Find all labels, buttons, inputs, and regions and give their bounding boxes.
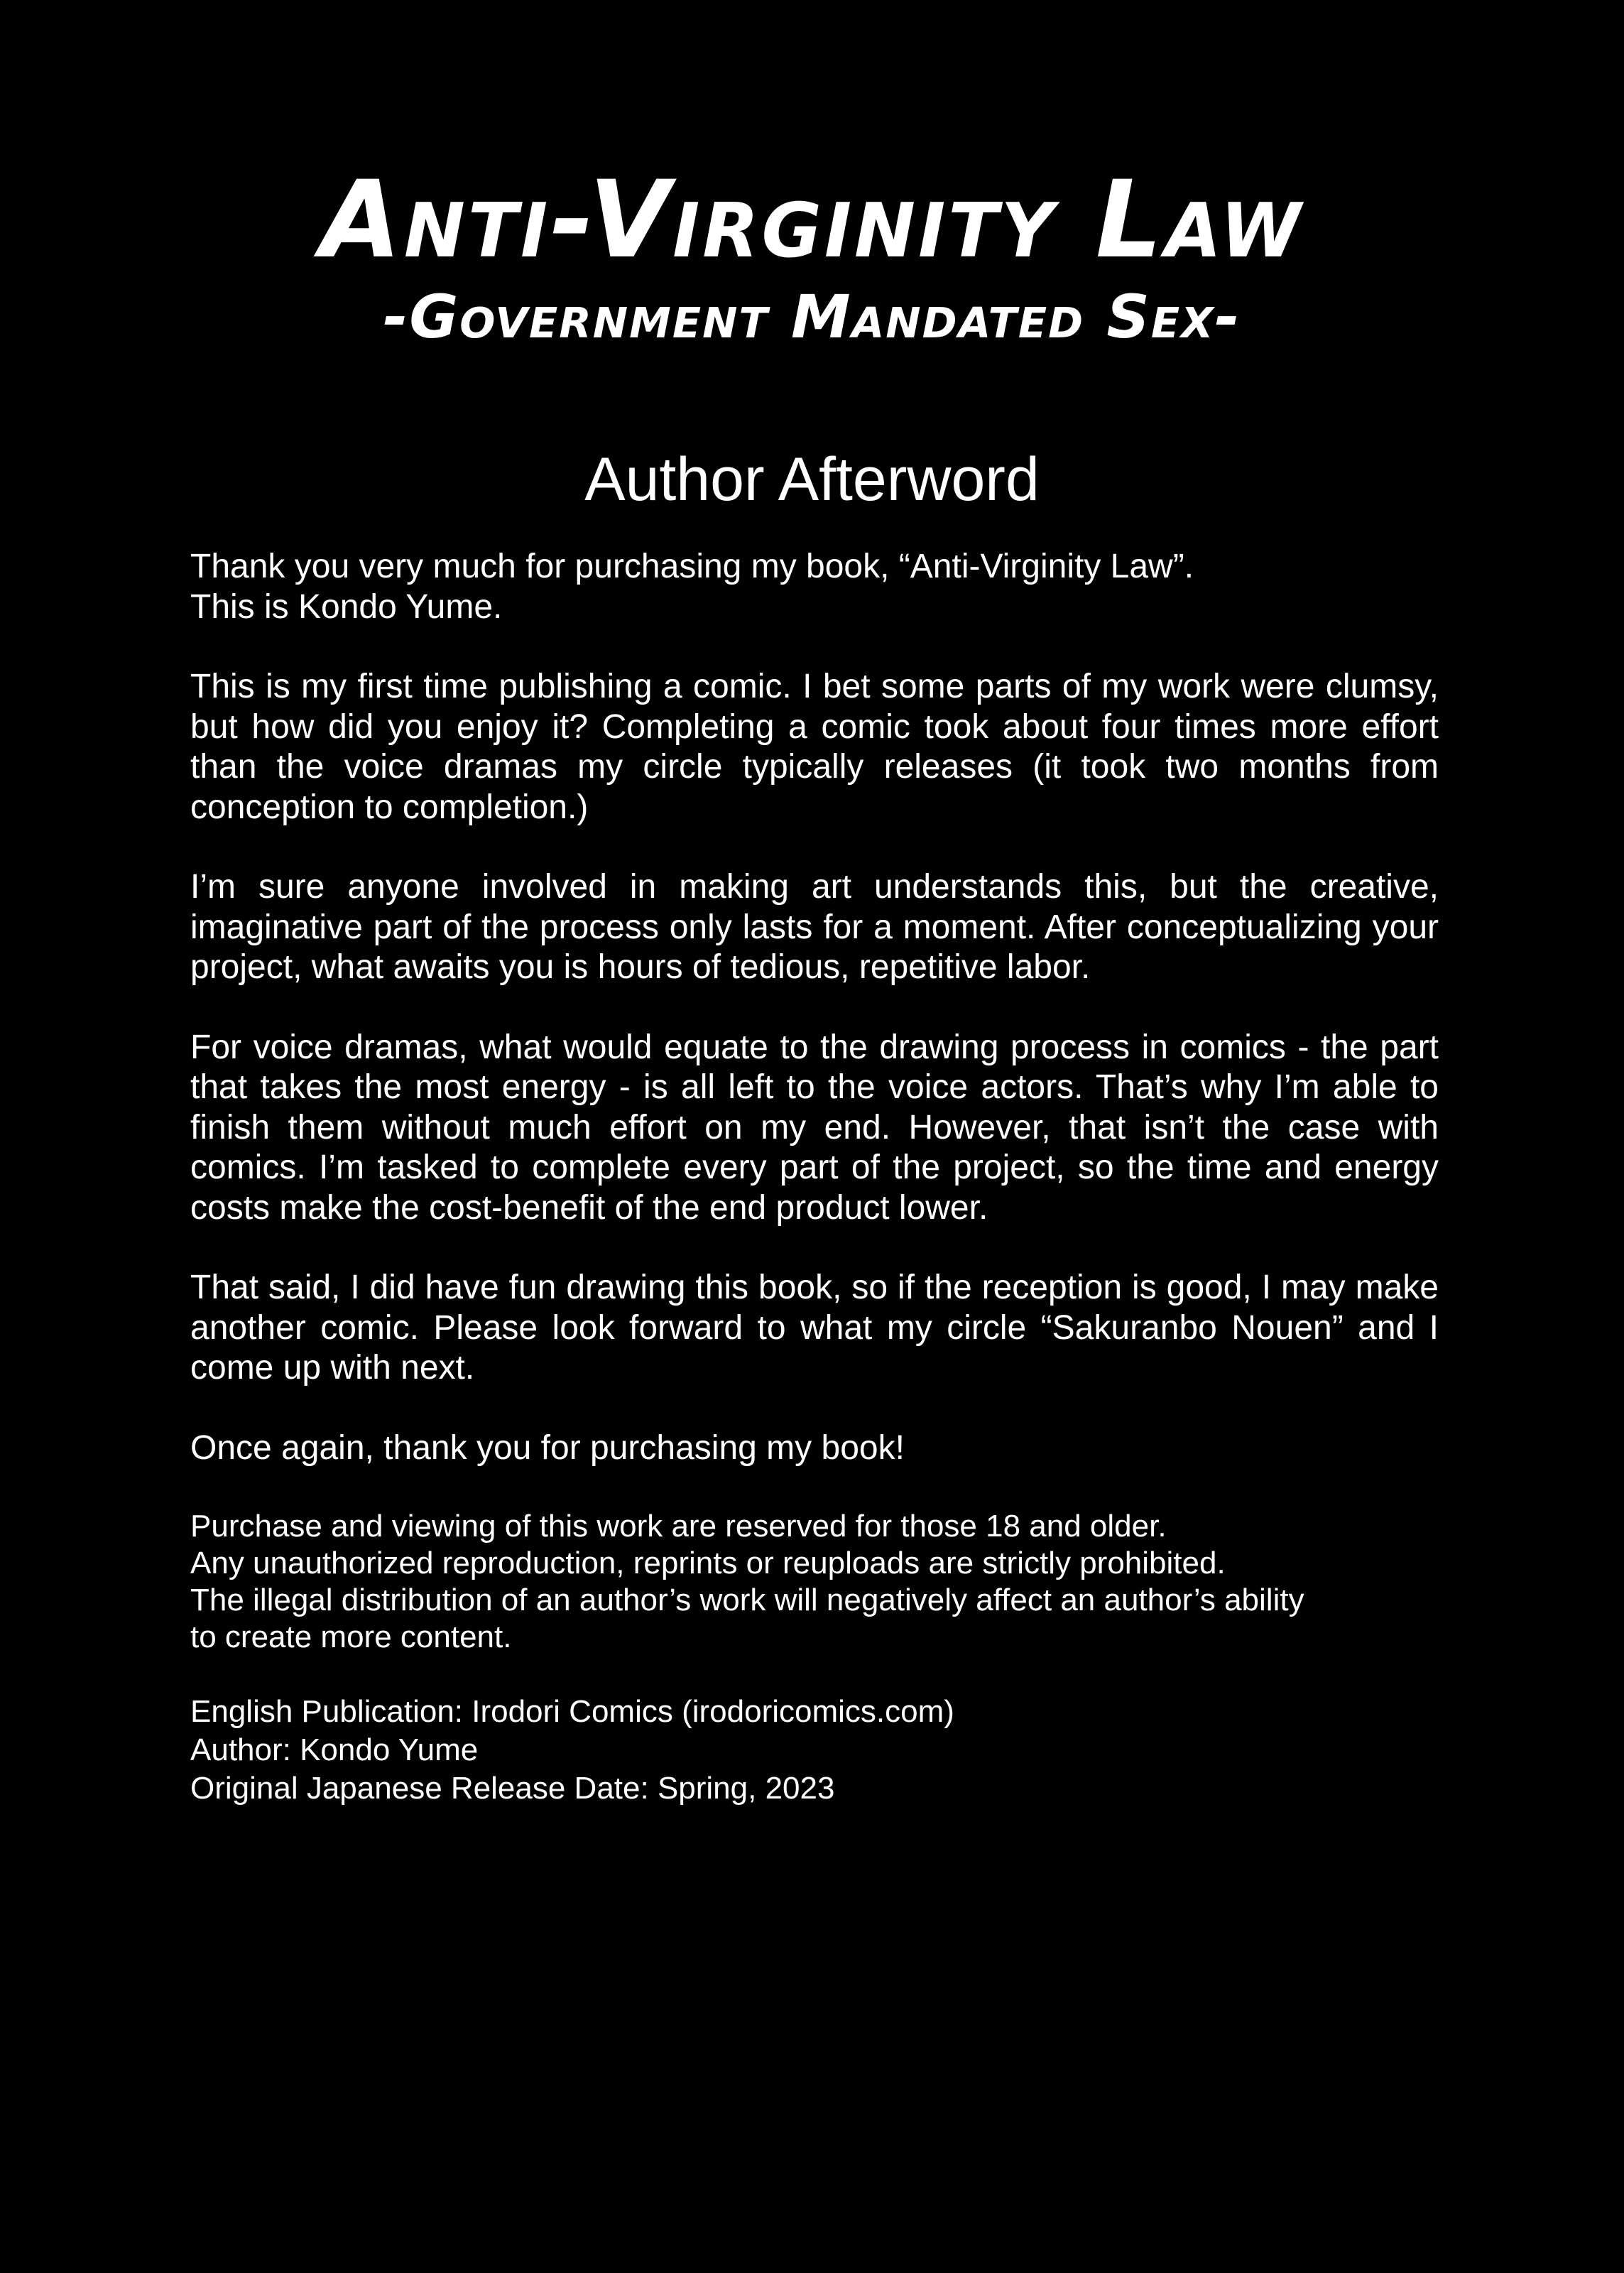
logo-subtitle: -Government Mandated Sex- [383,282,1241,352]
paragraph-thanks: Once again, thank you for purchasing my book! [190,1428,905,1467]
publication-credits [190,1693,1439,1808]
paragraph-next-comic: That said, I did have fun drawing this book, so if the reception is good, I may make another comic. Please look forward to what my circle “Sakuranbo Nouen” and I come up with next. [190,1269,1439,1387]
paragraph-line: This is Kondo Yume. [190,587,503,626]
afterword-body [190,547,1439,1808]
paragraph-first-comic: This is my first time publishing a comic. I bet some parts of my work were clumsy, but how did you enjoy it? Completing a comic took about four times more effort than the voice dramas my circle typically releases (it took two months from conception to completion.) [190,668,1439,826]
paragraph-voice-dramas: For voice dramas, what would equate to the drawing process in comics - the part that takes the most energy - is all left to the voice actors. That’s why I’m able to finish them without much effort on my end. However, that isn’t the case with comics. I’m tasked to complete every part of the project, so the time and energy costs make the cost-benefit of the end product lower. [190,1028,1439,1227]
paragraph-line: Thank you very much for purchasing my book, “Anti-Virginity Law”. [190,548,1194,585]
paragraph-greeting [190,547,1439,627]
page-heading: Author Afterword [584,445,1040,514]
notice-line: to create more content. [190,1620,512,1654]
credit-line: Author: Kondo Yume [190,1732,479,1767]
notice-line: The illegal distribution of an author’s work will negatively affect an author’s ability [190,1583,1304,1617]
logo-title: Anti-Virginity Law [320,158,1304,282]
credit-line: English Publication: Irodori Comics (irodoricomics.com) [190,1694,954,1729]
credit-line: Original Japanese Release Date: Spring, 2023 [190,1771,835,1806]
paragraph-creative-process: I’m sure anyone involved in making art understands this, but the creative, imaginative part of the process only lasts for a moment. After conceptualizing your project, what awaits you is hours of tedious, repetitive labor. [190,868,1439,986]
title-logo [0,153,1624,356]
notice-line: Any unauthorized reproduction, reprints or reuploads are strictly prohibited. [190,1546,1226,1580]
notice-line: Purchase and viewing of this work are reserved for those 18 and older. [190,1509,1167,1544]
legal-notice [190,1508,1439,1656]
